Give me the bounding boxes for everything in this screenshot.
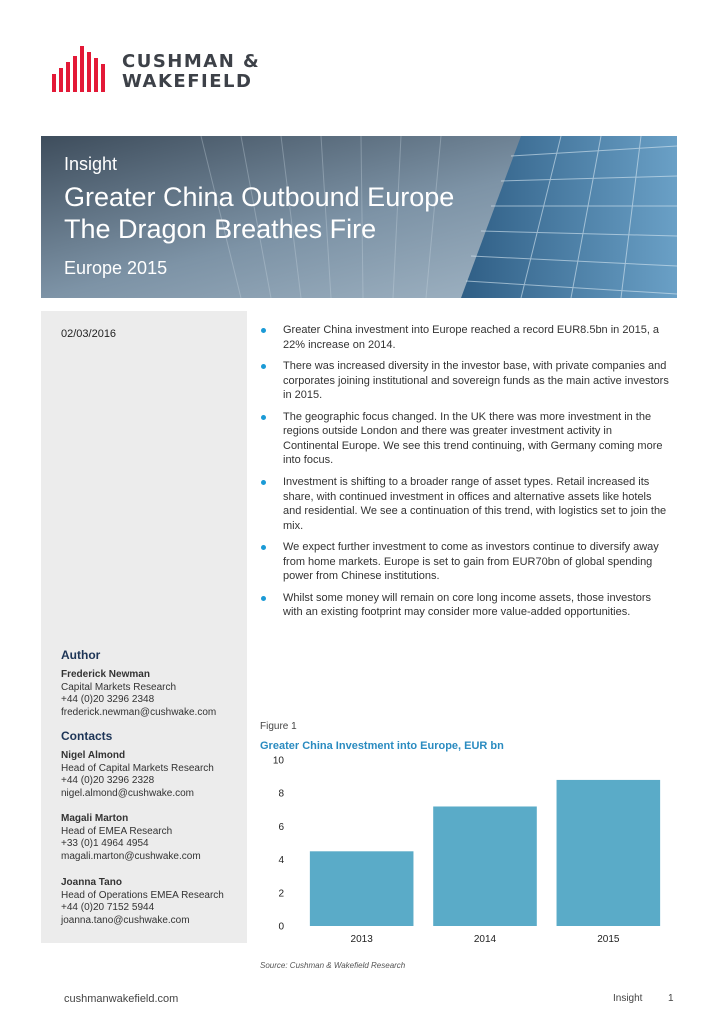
contact-name: Magali Marton bbox=[61, 813, 129, 824]
author-block bbox=[61, 669, 216, 719]
contact-role: Head of Capital Markets Research bbox=[61, 762, 214, 774]
bar-2014 bbox=[433, 806, 537, 926]
y-tick-label: 8 bbox=[278, 788, 284, 800]
logo-wordmark: CUSHMAN & WAKEFIELD bbox=[122, 51, 261, 92]
contact-block bbox=[61, 877, 224, 927]
y-tick-label: 10 bbox=[272, 755, 284, 767]
contact-email[interactable]: magali.marton@cushwake.com bbox=[61, 850, 201, 862]
contact-block bbox=[61, 813, 201, 863]
y-axis bbox=[273, 756, 285, 933]
list-item: There was increased diversity in the investor base, with private companies and corporates joining institutional and sovereign funds as the main active investors in 2015. bbox=[260, 359, 670, 403]
sidebar bbox=[41, 311, 247, 943]
company-logo bbox=[52, 44, 292, 94]
contact-role: Head of EMEA Research bbox=[61, 825, 173, 837]
bullet-icon bbox=[261, 364, 266, 369]
y-tick-label: 0 bbox=[278, 921, 284, 933]
y-tick-label: 2 bbox=[278, 888, 284, 900]
bar-2013 bbox=[310, 851, 414, 926]
contact-phone: +44 (0)20 7152 5944 bbox=[61, 902, 155, 913]
x-tick-label: 2014 bbox=[473, 934, 497, 945]
list-item: We expect further investment to come as investors continue to diversify away from home markets. Europe is set to gain from EUR70bn of global spending power from Chinese institutions. bbox=[260, 540, 670, 584]
bullet-icon bbox=[261, 328, 266, 333]
bullet-icon bbox=[261, 545, 266, 550]
author-phone: +44 (0)20 3296 2348 bbox=[61, 694, 155, 705]
list-item: The geographic focus changed. In the UK there was more investment in the regions outside London and there was greater investment activity in Continental Europe. We see this trend continuing, with Germany coming more into focus. bbox=[260, 410, 670, 468]
x-tick-label: 2015 bbox=[597, 934, 620, 945]
figure-label: Figure 1 bbox=[260, 721, 297, 732]
contact-name: Joanna Tano bbox=[61, 877, 122, 888]
bar-chart bbox=[260, 752, 680, 952]
list-item: Investment is shifting to a broader range of asset types. Retail increased its share, with continued investment in offices and alternative assets like hotels and residential. We see a continuation of this trend, with logistics set to join the mix. bbox=[260, 475, 670, 533]
hero-subtitle: Europe 2015 bbox=[64, 258, 168, 278]
x-tick-label: 2013 bbox=[350, 934, 373, 945]
y-tick-label: 4 bbox=[278, 855, 284, 867]
page-number: 1 bbox=[668, 993, 674, 1004]
contact-name: Nigel Almond bbox=[61, 750, 126, 761]
contact-email[interactable]: nigel.almond@cushwake.com bbox=[61, 787, 194, 799]
list-item: Greater China investment into Europe reached a record EUR8.5bn in 2015, a 22% increase on 2014. bbox=[260, 323, 670, 352]
hero-title: Greater China Outbound Europe The Dragon Breathes Fire bbox=[64, 182, 455, 244]
author-name: Frederick Newman bbox=[61, 669, 150, 680]
bars-group bbox=[310, 780, 660, 926]
publish-date: 02/03/2016 bbox=[61, 328, 117, 340]
author-heading: Author bbox=[61, 648, 101, 662]
author-role: Capital Markets Research bbox=[61, 681, 177, 693]
key-points-list bbox=[260, 323, 670, 627]
hero-tag: Insight bbox=[64, 154, 118, 174]
contact-phone: +33 (0)1 4964 4954 bbox=[61, 838, 149, 849]
contact-block bbox=[61, 750, 214, 800]
hero-banner bbox=[41, 136, 677, 298]
contacts-heading: Contacts bbox=[61, 729, 113, 743]
bullet-icon bbox=[261, 480, 266, 485]
bar-2015 bbox=[557, 780, 661, 926]
y-tick-label: 6 bbox=[278, 821, 284, 833]
figure-title: Greater China Investment into Europe, EUR bn bbox=[260, 740, 504, 752]
x-axis bbox=[351, 934, 620, 945]
author-email[interactable]: frederick.newman@cushwake.com bbox=[61, 706, 217, 718]
footer-doc-label: Insight bbox=[613, 993, 643, 1004]
list-item: Whilst some money will remain on core long income assets, those investors with an existing footprint may consider more value-added opportunities. bbox=[260, 591, 670, 620]
contact-phone: +44 (0)20 3296 2328 bbox=[61, 775, 155, 786]
footer-website[interactable]: cushmanwakefield.com bbox=[64, 993, 179, 1005]
contact-role: Head of Operations EMEA Research bbox=[61, 889, 224, 901]
bullet-icon bbox=[261, 596, 266, 601]
contact-email[interactable]: joanna.tano@cushwake.com bbox=[61, 914, 190, 926]
logo-bars-icon bbox=[52, 44, 114, 92]
figure-source: Source: Cushman & Wakefield Research bbox=[260, 961, 406, 970]
bullet-icon bbox=[261, 415, 266, 420]
